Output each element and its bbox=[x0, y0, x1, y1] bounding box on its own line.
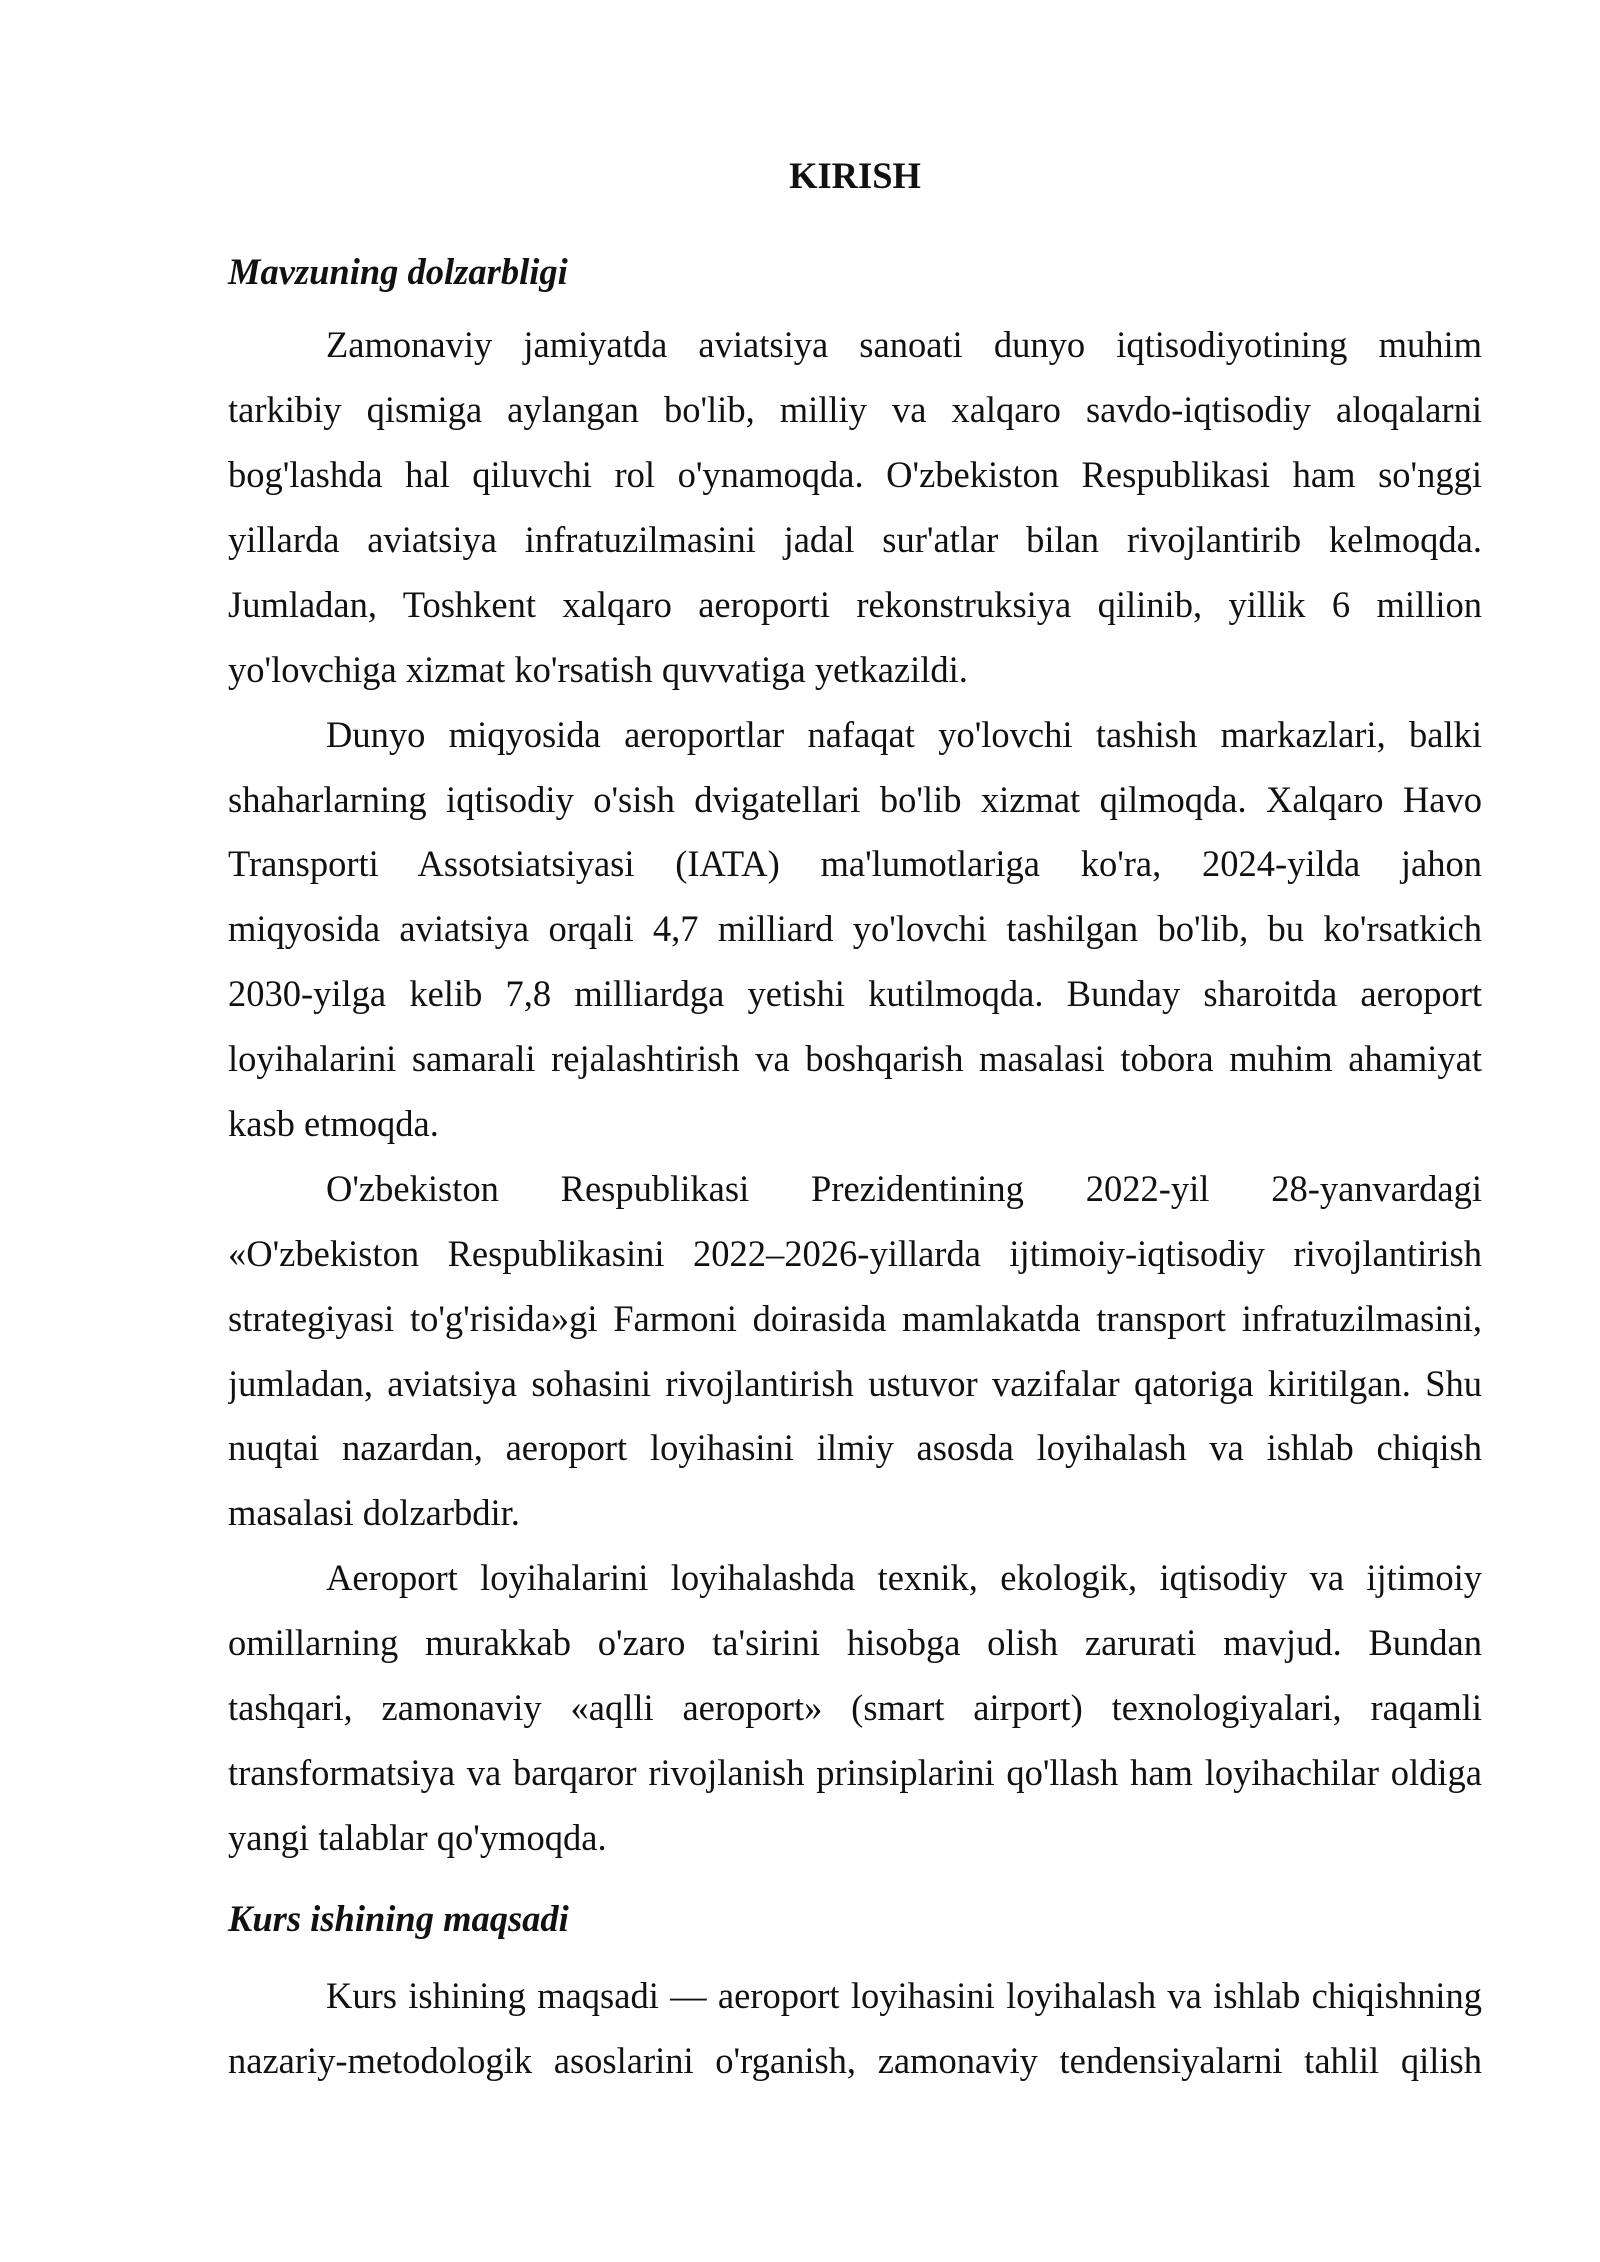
paragraph-line: O'zbekiston Respublikasi Prezidentining 2022-yil 28-yanvardagi bbox=[326, 1167, 1482, 1209]
paragraph-line: strategiyasi to'g'risida»gi Farmoni doirasida mamlakatda transport infratuzilmasini, bbox=[228, 1297, 1482, 1339]
page-content bbox=[228, 144, 1482, 2094]
paragraph-line: miqyosida aviatsiya orqali 4,7 milliard yo'lovchi tashilgan bo'lib, bu ko'rsatkich bbox=[228, 908, 1482, 950]
paragraph-line: Transporti Assotsiatsiyasi (IATA) ma'lumotlariga ko'ra, 2024-yilda jahon bbox=[228, 843, 1482, 885]
section-relevance bbox=[228, 240, 1482, 1871]
paragraph-line: jumladan, aviatsiya sohasini rivojlantirish ustuvor vazifalar qatoriga kiritilgan. Shu bbox=[228, 1362, 1482, 1404]
paragraph-line: omillarning murakkab o'zaro ta'sirini hisobga olish zarurati mavjud. Bundan bbox=[228, 1622, 1482, 1664]
paragraph-line: Zamonaviy jamiyatda aviatsiya sanoati dunyo iqtisodiyotining muhim bbox=[326, 324, 1482, 366]
paragraph-line: yangi talablar qo'ymoqda. bbox=[228, 1816, 607, 1858]
section-goal bbox=[228, 1887, 1482, 2093]
paragraph bbox=[228, 313, 1482, 702]
paragraph bbox=[228, 703, 1482, 1157]
paragraph-line: Aeroport loyihalarini loyihalashda texnik, ekologik, iqtisodiy va ijtimoiy bbox=[326, 1557, 1482, 1599]
paragraph-line: 2030-yilga kelib 7,8 milliardga yetishi kutilmoqda. Bunday sharoitda aeroport bbox=[228, 973, 1482, 1015]
paragraph-line: Jumladan, Toshkent xalqaro aeroporti rekonstruksiya qilinib, yillik 6 million bbox=[228, 583, 1482, 625]
paragraph-line: shaharlarning iqtisodiy o'sish dvigatellari bo'lib xizmat qilmoqda. Xalqaro Havo bbox=[228, 778, 1482, 820]
paragraph bbox=[228, 1964, 1482, 2094]
section-heading: Kurs ishining maqsadi bbox=[228, 1898, 569, 1940]
paragraph-line: transformatsiya va barqaror rivojlanish prinsiplarini qo'llash ham loyihachilar oldiga bbox=[228, 1751, 1482, 1793]
paragraph-line: kasb etmoqda. bbox=[228, 1102, 439, 1144]
paragraph bbox=[228, 1157, 1482, 1546]
paragraph-line: Dunyo miqyosida aeroportlar nafaqat yo'lovchi tashish markazlari, balki bbox=[326, 713, 1482, 755]
paragraph-line: yo'lovchiga xizmat ko'rsatish quvvatiga yetkazildi. bbox=[228, 648, 968, 690]
paragraph-line: Kurs ishining maqsadi — aeroport loyihasini loyihalash va ishlab chiqishning bbox=[326, 1974, 1482, 2016]
paragraph-line: tarkibiy qismiga aylangan bo'lib, milliy va xalqaro savdo-iqtisodiy aloqalarni bbox=[228, 389, 1482, 431]
paragraph-line: yillarda aviatsiya infratuzilmasini jadal sur'atlar bilan rivojlantirib kelmoqda. bbox=[228, 518, 1482, 560]
paragraph-line: bog'lashda hal qiluvchi rol o'ynamoqda. O'zbekiston Respublikasi ham so'nggi bbox=[228, 454, 1482, 496]
paragraph-line: «O'zbekiston Respublikasini 2022–2026-yillarda ijtimoiy-iqtisodiy rivojlantirish bbox=[228, 1232, 1482, 1274]
paragraph-line: masalasi dolzarbdir. bbox=[228, 1492, 520, 1534]
section-heading: Mavzuning dolzarbligi bbox=[228, 250, 568, 292]
paragraph-line: nuqtai nazardan, aeroport loyihasini ilmiy asosda loyihalash va ishlab chiqish bbox=[228, 1427, 1482, 1469]
paragraph-line: tashqari, zamonaviy «aqlli aeroport» (smart airport) texnologiyalari, raqamli bbox=[228, 1686, 1482, 1728]
page-title: KIRISH bbox=[789, 155, 921, 196]
paragraph-line: loyihalarini samarali rejalashtirish va boshqarish masalasi tobora muhim ahamiyat bbox=[228, 1038, 1482, 1080]
paragraph bbox=[228, 1546, 1482, 1870]
paragraph-line: nazariy-metodologik asoslarini o'rganish, zamonaviy tendensiyalarni tahlil qilish bbox=[228, 2039, 1482, 2081]
